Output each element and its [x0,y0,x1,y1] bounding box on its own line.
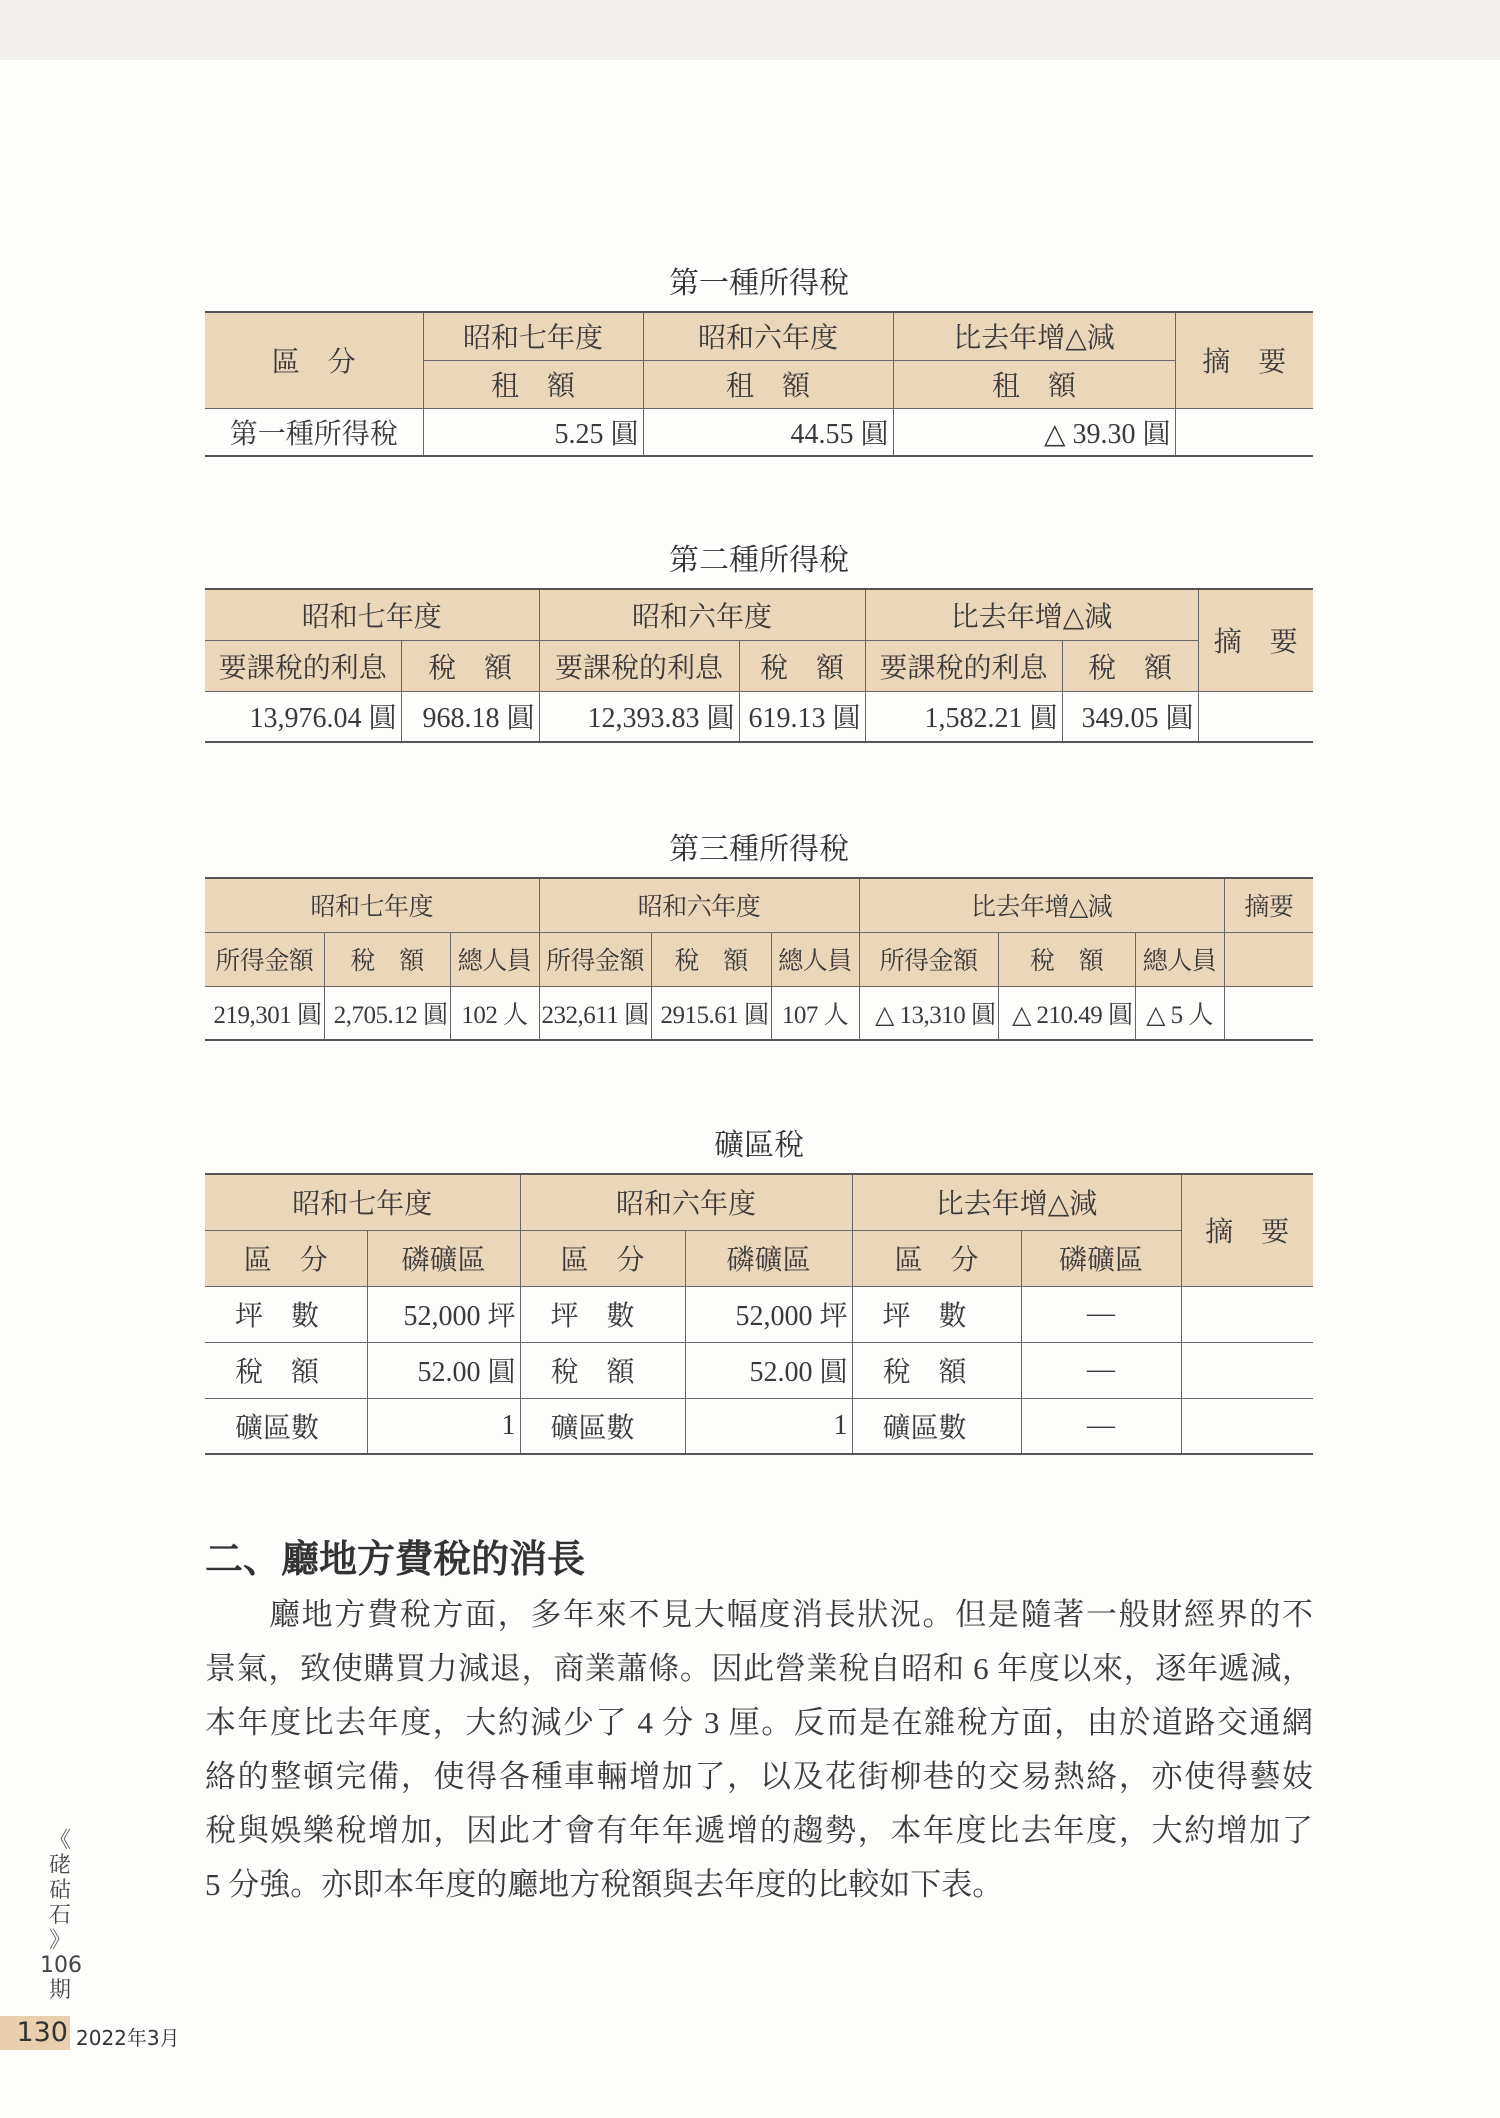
header-row [205,312,1313,360]
data-cell: — [1021,1398,1181,1454]
header-cell: 稅 額 [739,640,865,691]
header-cell: 摘 要 [1198,589,1313,691]
header-cell: 稅 額 [998,932,1135,986]
header-row [205,589,1313,640]
data-cell: 102 人 [450,986,539,1040]
data-cell: 52,000 坪 [367,1286,520,1342]
data-cell: 稅 額 [205,1342,367,1398]
header-cell: 總人員 [1135,932,1224,986]
data-cell: 349.05 圓 [1062,691,1198,742]
data-cell: 619.13 圓 [739,691,865,742]
header-cell: 租 額 [643,360,893,408]
header-cell: 比去年增△減 [865,589,1198,640]
data-cell: 第一種所得稅 [205,408,423,456]
data-cell: 稅 額 [520,1342,685,1398]
data-cell: 52.00 圓 [367,1342,520,1398]
header-cell: 昭和七年度 [205,1174,520,1230]
data-cell: △ 210.49 圓 [998,986,1135,1040]
page-number: 130 [0,2016,70,2050]
header-cell: 昭和六年度 [539,878,859,932]
data-cell: 1 [367,1398,520,1454]
header-cell: 昭和七年度 [205,589,539,640]
data-cell: 107 人 [771,986,859,1040]
header-row [205,640,1313,691]
header-cell: 昭和七年度 [423,312,643,360]
data-cell: 坪 數 [205,1286,367,1342]
data-cell: 2,705.12 圓 [324,986,450,1040]
data-cell: 44.55 圓 [643,408,893,456]
data-cell: 礦區數 [520,1398,685,1454]
journal-char: 》 [48,1928,71,1953]
data-cell: △ 13,310 圓 [859,986,998,1040]
journal-char: 石 [48,1903,71,1928]
table3-title: 第三種所得稅 [669,833,849,866]
data-cell [1181,1342,1313,1398]
table-row [205,1342,1313,1398]
header-cell: 稅 額 [324,932,450,986]
journal-name-vertical [40,1828,80,2003]
data-cell: 968.18 圓 [401,691,539,742]
mining-tax-table [205,1173,1313,1455]
header-cell: 區 分 [520,1230,685,1286]
data-cell [1198,691,1313,742]
table-row [205,986,1313,1040]
journal-char: 𥑮 [48,1878,71,1903]
header-cell: 區 分 [852,1230,1021,1286]
header-cell: 所得金額 [205,932,324,986]
header-cell: 稅 額 [651,932,771,986]
table2-title: 第二種所得稅 [669,544,849,577]
section-heading: 二、廳地方費稅的消長 [205,1539,586,1581]
data-cell: — [1021,1286,1181,1342]
header-cell: 稅 額 [401,640,539,691]
data-cell: 52.00 圓 [685,1342,852,1398]
header-cell: 稅 額 [1062,640,1198,691]
data-cell: 2915.61 圓 [651,986,771,1040]
data-cell: 礦區數 [852,1398,1021,1454]
header-cell: 總人員 [771,932,859,986]
header-cell: 比去年增△減 [852,1174,1181,1230]
header-cell: 昭和六年度 [643,312,893,360]
header-cell: 區 分 [205,1230,367,1286]
header-cell: 租 額 [423,360,643,408]
header-cell: 摘 要 [1181,1174,1313,1286]
header-cell: 摘要 [1224,878,1313,932]
second-income-tax-table [205,588,1313,743]
journal-char: 硓 [48,1853,71,1878]
data-cell: 坪 數 [520,1286,685,1342]
first-income-tax-table [205,311,1313,457]
paragraph-line: 廳地方費稅方面，多年來不見大幅度消長狀況。但是隨著一般財經界的不 [269,1597,1313,1632]
journal-issue: 106 [40,1953,82,1978]
paragraph-line: 稅與娛樂稅增加，因此才會有年年遞增的趨勢，本年度比去年度，大約增加了 [205,1813,1313,1848]
data-cell: △ 39.30 圓 [893,408,1175,456]
data-cell: 1,582.21 圓 [865,691,1062,742]
header-cell: 昭和六年度 [539,589,865,640]
header-cell: 磷礦區 [367,1230,520,1286]
header-cell: 比去年增△減 [859,878,1224,932]
data-cell: 219,301 圓 [205,986,324,1040]
third-income-tax-table [205,877,1313,1041]
paragraph-line: 本年度比去年度，大約減少了 4 分 3 厘。反而是在雜稅方面，由於道路交通網 [205,1705,1313,1740]
data-cell: 52,000 坪 [685,1286,852,1342]
header-cell: 總人員 [450,932,539,986]
header-cell: 磷礦區 [1021,1230,1181,1286]
data-cell: △ 5 人 [1135,986,1224,1040]
header-cell: 要課稅的利息 [205,640,401,691]
header-row [205,1174,1313,1230]
data-cell: 5.25 圓 [423,408,643,456]
data-cell: 坪 數 [852,1286,1021,1342]
data-cell [1224,986,1313,1040]
header-row [205,878,1313,932]
body-paragraph [205,1588,1313,1912]
paragraph-line: 絡的整頓完備，使得各種車輛增加了，以及花街柳巷的交易熱絡，亦使得藝妓 [205,1759,1313,1794]
data-cell: — [1021,1342,1181,1398]
header-cell: 昭和七年度 [205,878,539,932]
paragraph-line: 5 分強。亦即本年度的廳地方稅額與去年度的比較如下表。 [205,1867,1004,1902]
header-row [205,1230,1313,1286]
data-cell [1181,1286,1313,1342]
table4-title: 礦區稅 [714,1129,804,1162]
header-cell: 要課稅的利息 [539,640,739,691]
data-cell: 12,393.83 圓 [539,691,739,742]
table-row [205,1398,1313,1454]
header-cell: 租 額 [893,360,1175,408]
paragraph-line: 景氣，致使購買力減退，商業蕭條。因此營業稅自昭和 6 年度以來，逐年遞減， [205,1651,1313,1686]
header-cell: 所得金額 [539,932,651,986]
table-row [205,691,1313,742]
header-cell: 比去年增△減 [893,312,1175,360]
header-cell: 所得金額 [859,932,998,986]
data-cell: 232,611 圓 [539,986,651,1040]
header-cell: 摘 要 [1175,312,1313,408]
table-row [205,1286,1313,1342]
journal-char: 期 [48,1978,71,2003]
issue-date: 2022年3月 [76,2026,180,2050]
data-cell [1181,1398,1313,1454]
data-cell [1175,408,1313,456]
header-cell: 區 分 [205,312,423,408]
header-cell: 昭和六年度 [520,1174,852,1230]
data-cell: 1 [685,1398,852,1454]
header-cell: 要課稅的利息 [865,640,1062,691]
table1-title: 第一種所得稅 [669,267,849,300]
data-cell: 礦區數 [205,1398,367,1454]
table-row [205,408,1313,456]
data-cell: 13,976.04 圓 [205,691,401,742]
scan-top-strip [0,0,1500,60]
header-cell: 磷礦區 [685,1230,852,1286]
journal-char: 《 [48,1828,71,1853]
header-cell [1224,932,1313,986]
header-row [205,932,1313,986]
data-cell: 稅 額 [852,1342,1021,1398]
